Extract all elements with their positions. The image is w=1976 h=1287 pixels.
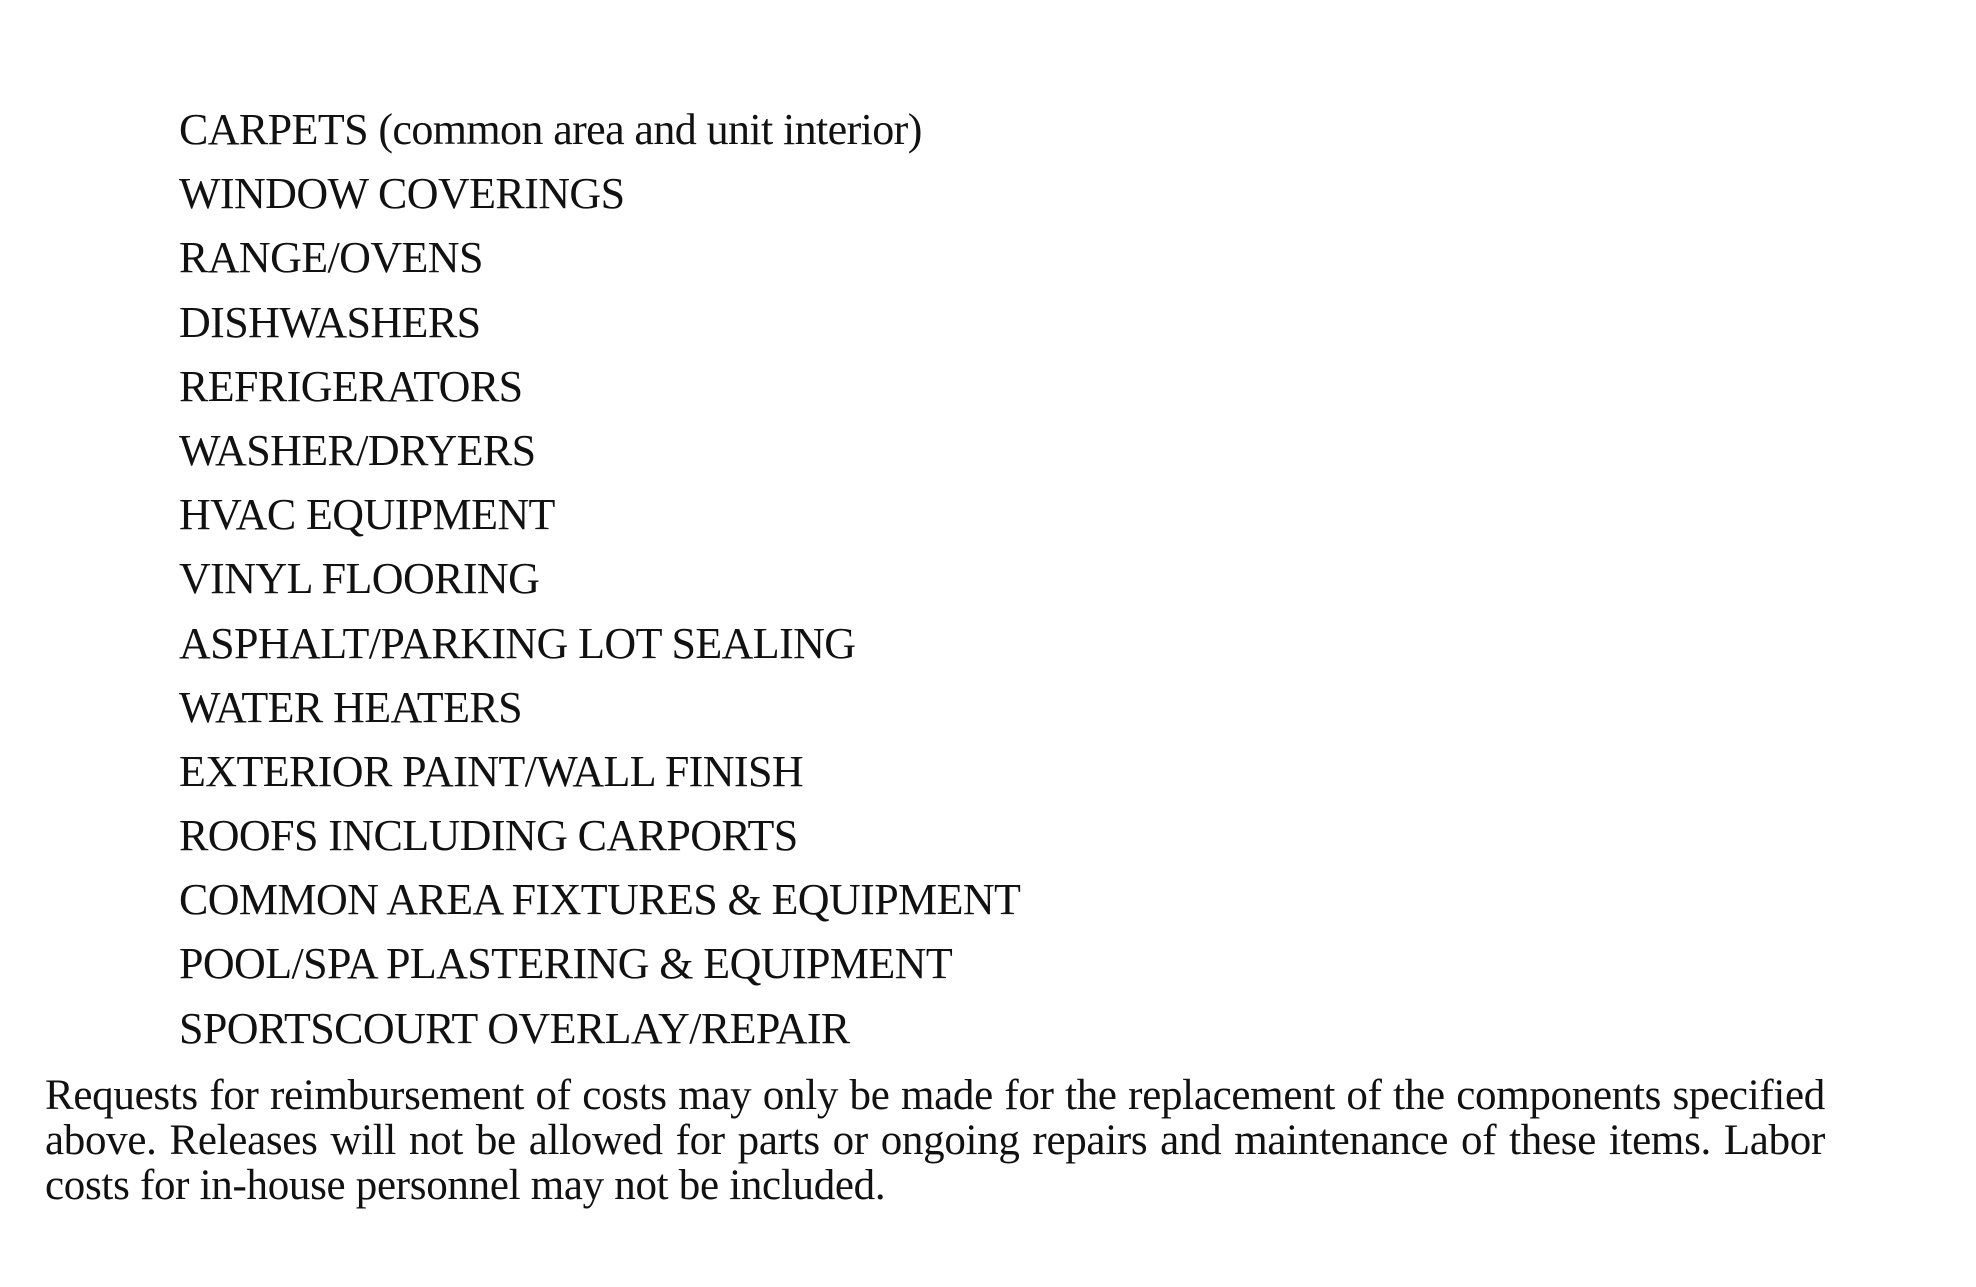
component-item-window-coverings: WINDOW COVERINGS xyxy=(179,169,625,219)
component-item-hvac-equipment: HVAC EQUIPMENT xyxy=(179,490,555,540)
component-item-common-area-fixtures-equipment: COMMON AREA FIXTURES & EQUIPMENT xyxy=(179,875,1021,925)
component-item-dishwashers: DISHWASHERS xyxy=(179,297,481,347)
component-item-carpets: CARPETS (common area and unit interior) xyxy=(179,105,922,154)
component-item-sportscourt-overlay-repair: SPORTSCOURT OVERLAY/REPAIR xyxy=(179,1003,850,1053)
reimbursement-note: Requests for reimbursement of costs may only be made for the replacement of the components specified above. Releases will not be allowed for parts or ongoing repairs and maintenance of these items. Labor costs for in-house personnel may not be included. xyxy=(45,1072,1825,1209)
component-item-water-heaters: WATER HEATERS xyxy=(179,682,522,732)
component-list xyxy=(179,98,1020,1061)
component-item-vinyl-flooring: VINYL FLOORING xyxy=(179,554,540,604)
component-item-range-ovens: RANGE/OVENS xyxy=(179,233,483,283)
component-item-pool-spa-plastering-equipment: POOL/SPA PLASTERING & EQUIPMENT xyxy=(179,939,953,989)
component-item-washer-dryers: WASHER/DRYERS xyxy=(179,425,536,475)
component-item-roofs-including-carports: ROOFS INCLUDING CARPORTS xyxy=(179,811,798,861)
component-item-asphalt-parking-lot-sealing: ASPHALT/PARKING LOT SEALING xyxy=(179,618,856,668)
component-item-refrigerators: REFRIGERATORS xyxy=(179,361,523,411)
component-item-exterior-paint-wall-finish: EXTERIOR PAINT/WALL FINISH xyxy=(179,746,804,796)
